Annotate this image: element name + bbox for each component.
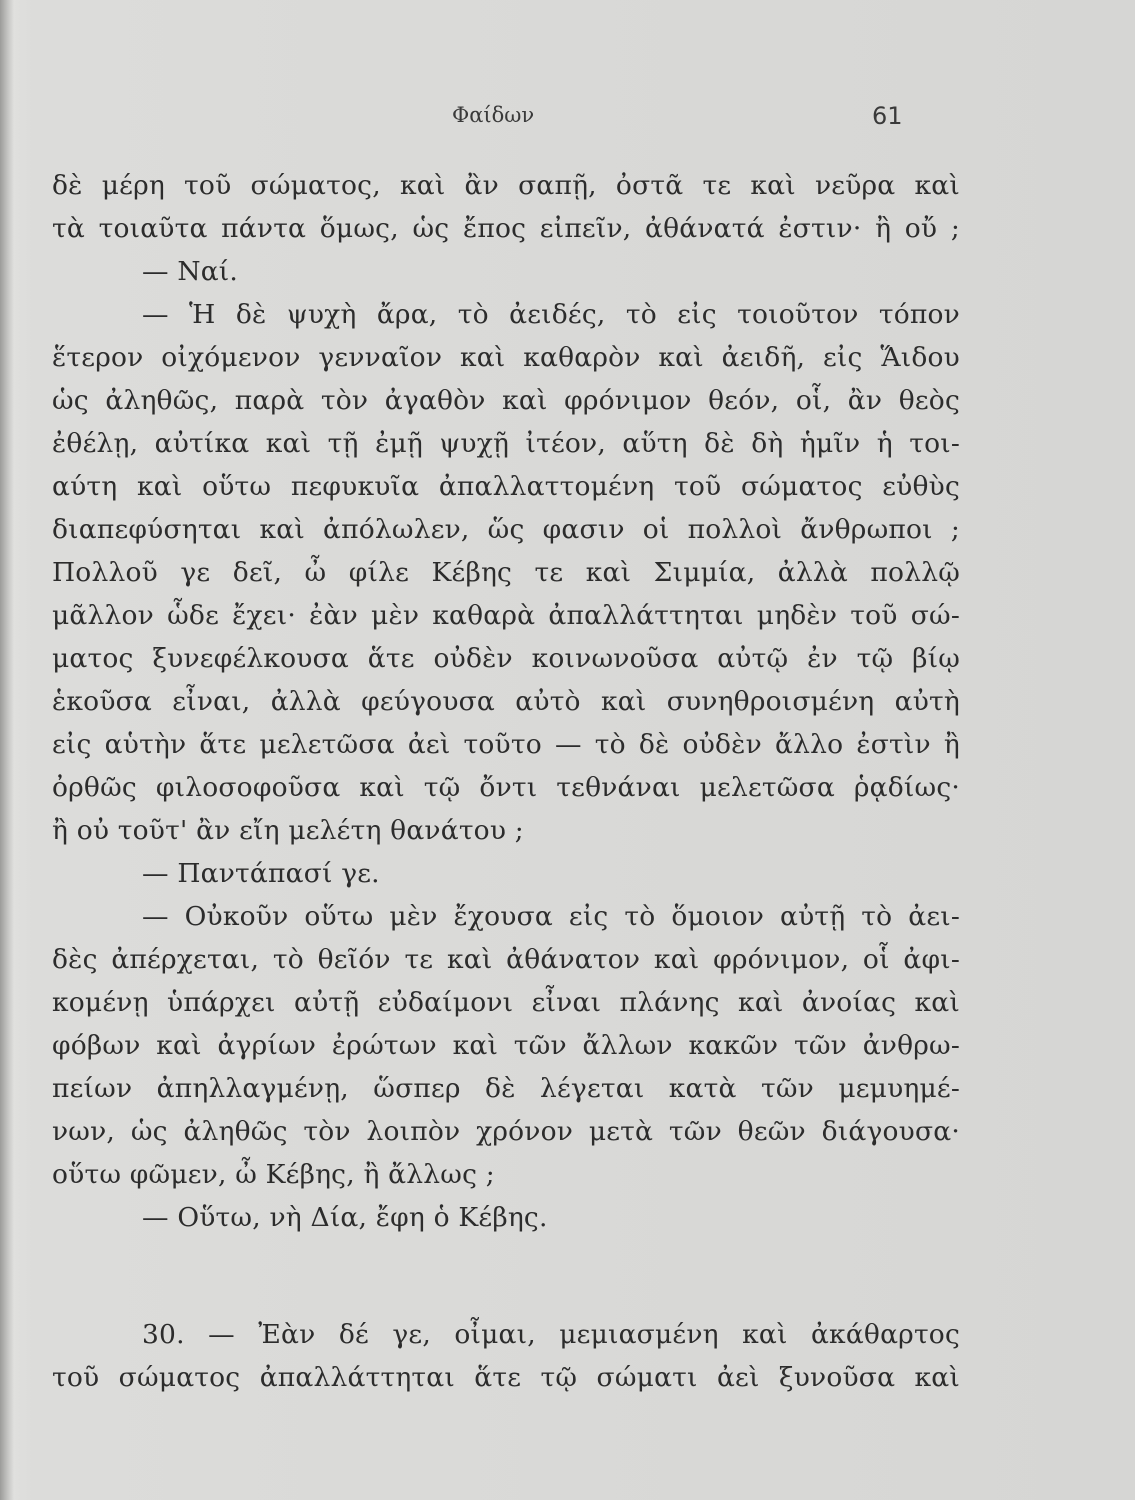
text-line: — Ναί. [142, 256, 239, 287]
text-line: — Παντάπασί γε. [142, 858, 380, 889]
text-line: εἰς αὑτὴν ἅτε μελετῶσα ἀεὶ τοῦτο — τὸ δὲ οὐδὲν ἄλλο ἐστὶν ἢ [52, 729, 960, 760]
text-line: ὡς ἀληθῶς, παρὰ τὸν ἀγαθὸν καὶ φρόνιμον θεόν, οἷ, ἂν θεὸς [52, 385, 960, 416]
binding-shadow [0, 0, 14, 1500]
text-line: τὰ τοιαῦτα πάντα ὅμως, ὡς ἔπος εἰπεῖν, ἀθάνατά ἐστιν· ἢ οὔ ; [52, 213, 960, 244]
text-line: πείων ἀπηλλαγμένῃ, ὥσπερ δὲ λέγεται κατὰ τῶν μεμυημέ- [52, 1073, 960, 1104]
text-line: ἐθέλῃ, αὐτίκα καὶ τῇ ἐμῇ ψυχῇ ἰτέον, αὕτη δὲ δὴ ἡμῖν ἡ τοι- [52, 428, 960, 459]
text-line: ματος ξυνεφέλκουσα ἅτε οὐδὲν κοινωνοῦσα αὐτῷ ἐν τῷ βίῳ [52, 643, 960, 674]
text-line: φόβων καὶ ἀγρίων ἐρώτων καὶ τῶν ἄλλων κακῶν τῶν ἀνθρω- [52, 1030, 960, 1061]
text-line: διαπεφύσηται καὶ ἀπόλωλεν, ὥς φασιν οἱ πολλοὶ ἄνθρωποι ; [52, 514, 960, 545]
page-number: 61 [872, 102, 903, 130]
text-line: νων, ὡς ἀληθῶς τὸν λοιπὸν χρόνον μετὰ τῶν θεῶν διάγουσα· [52, 1116, 960, 1147]
running-header-title: Φαίδων [452, 103, 535, 127]
text-line: οὕτω φῶμεν, ὦ Κέβης, ἢ ἄλλως ; [52, 1159, 495, 1190]
text-line: ἢ οὐ τοῦτ' ἂν εἴη μελέτη θανάτου ; [52, 815, 524, 846]
text-line: ἕτερον οἰχόμενον γενναῖον καὶ καθαρὸν καὶ ἀειδῆ, εἰς Ἅιδου [52, 342, 960, 373]
text-line: αύτη καὶ οὕτω πεφυκυῖα ἀπαλλαττομένη τοῦ σώματος εὐθὺς [52, 471, 960, 502]
text-line: ὀρθῶς φιλοσοφοῦσα καὶ τῷ ὄντι τεθνάναι μελετῶσα ῥᾳδίως· [52, 772, 960, 803]
text-line: ἑκοῦσα εἶναι, ἀλλὰ φεύγουσα αὐτὸ καὶ συνηθροισμένη αὐτὴ [52, 686, 960, 717]
text-line: δὲς ἀπέρχεται, τὸ θεῖόν τε καὶ ἀθάνατον καὶ φρόνιμον, οἷ ἀφι- [52, 944, 960, 975]
text-line: — Ἡ δὲ ψυχὴ ἄρα, τὸ ἀειδές, τὸ εἰς τοιοῦτον τόπον [142, 299, 960, 330]
text-line: κομένῃ ὑπάρχει αὐτῇ εὐδαίμονι εἶναι πλάνης καὶ ἀνοίας καὶ [52, 987, 960, 1018]
section-30-first-line: 30. — Ἐὰν δέ γε, οἶμαι, μεμιασμένη καὶ ἀκάθαρτος [142, 1319, 960, 1350]
text-line: μᾶλλον ὧδε ἔχει· ἐὰν μὲν καθαρὰ ἀπαλλάττηται μηδὲν τοῦ σώ- [52, 600, 960, 631]
text-line: Πολλοῦ γε δεῖ, ὦ φίλε Κέβης τε καὶ Σιμμία, ἀλλὰ πολλῷ [52, 557, 960, 588]
text-line: τοῦ σώματος ἀπαλλάττηται ἅτε τῷ σώματι ἀεὶ ξυνοῦσα καὶ [52, 1362, 960, 1393]
text-line: — Οὐκοῦν οὕτω μὲν ἔχουσα εἰς τὸ ὅμοιον αὐτῇ τὸ ἀει- [142, 901, 960, 932]
text-line: — Οὕτω, νὴ Δία, ἔφη ὁ Κέβης. [142, 1202, 548, 1233]
text-line: δὲ μέρη τοῦ σώματος, καὶ ἂν σαπῇ, ὀστᾶ τε καὶ νεῦρα καὶ [52, 170, 960, 201]
